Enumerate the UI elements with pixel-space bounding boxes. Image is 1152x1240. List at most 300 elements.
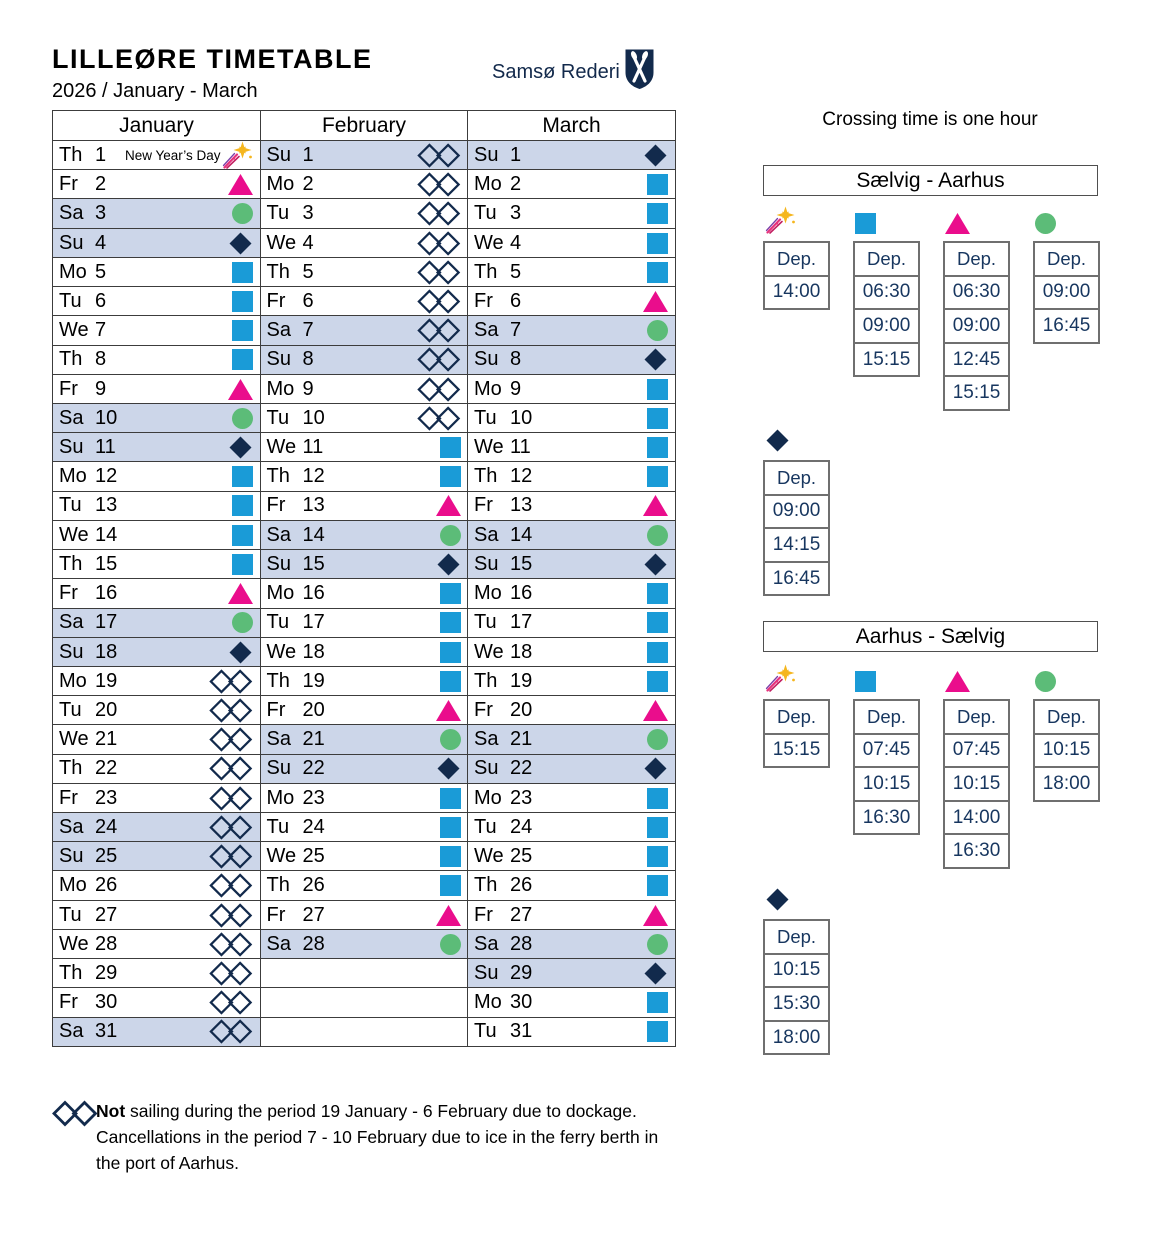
day-of-week: Th [59,961,83,984]
day-of-week: Su [474,348,499,371]
calendar-cell [467,549,676,580]
calendar-cell [260,549,469,580]
sailing-symbol [228,435,253,460]
day-number: 30 [95,991,118,1014]
group-icon [943,665,1010,692]
triangle-icon [643,495,668,516]
calendar-cell [52,637,261,668]
calendar-cell [52,169,261,200]
timetable-calendar [52,110,676,1047]
departure-header: Dep. [853,699,920,735]
direction-title: Aarhus - Sælvig [855,624,1006,648]
calendar-cell [260,374,469,405]
sailing-symbol [222,141,253,169]
departure-time: 16:30 [943,833,1010,869]
footnote-text [96,1098,677,1176]
footnote-bold: Not [96,1101,126,1121]
day-of-week: Fr [266,289,286,312]
day-of-week: Tu [474,815,497,838]
no-sailing-icon [417,376,461,403]
diamond-icon [436,756,461,781]
day-number: 17 [302,611,325,634]
day-of-week: We [266,640,297,663]
calendar-cell [52,257,261,288]
calendar-cell [52,1017,261,1048]
day-number: 9 [302,377,314,400]
no-sailing-icon [209,960,253,987]
day-of-week: Mo [266,173,295,196]
sailing-symbol [436,495,461,516]
calendar-cell [467,403,676,434]
departure-time: 18:00 [763,1020,830,1056]
day-number: 17 [95,611,118,634]
sailing-symbol [417,317,461,344]
day-number: 18 [510,640,533,663]
calendar-cell [52,491,261,522]
sailing-symbol [643,143,668,168]
logo-text: Samsø Rederi [492,60,620,83]
no-sailing-icon [209,755,253,782]
day-number: 13 [510,494,533,517]
day-of-week: Tu [59,494,82,517]
departure-groups-aarhus-saelvig [763,665,1100,869]
calendar-cell [260,608,469,639]
sailing-symbol [647,817,668,838]
day-number: 1 [302,143,314,166]
square-icon [647,875,668,896]
calendar-cell [260,432,469,463]
square-icon [647,379,668,400]
day-number: 12 [302,465,325,488]
sailing-symbol [417,171,461,198]
calendar-cell [52,549,261,580]
day-of-week: Sa [59,202,84,225]
month-column-february [260,110,469,1047]
day-number: 28 [510,932,533,955]
calendar-cell [260,461,469,492]
sailing-symbol [436,756,461,781]
day-of-week: Tu [266,406,290,429]
day-of-week: Mo [474,991,502,1014]
calendar-cell [52,198,261,229]
sailing-symbol [232,525,253,546]
sailing-symbol [440,671,461,692]
calendar-cell [52,520,261,551]
circle-icon [1035,671,1056,692]
square-icon [232,554,253,575]
sailing-symbol [209,755,253,782]
sailing-symbol [232,612,253,633]
sailing-symbol [647,729,668,750]
departure-time: 14:00 [763,275,830,311]
sailing-symbol [209,785,253,812]
square-icon [647,583,668,604]
departure-time: 16:45 [1033,308,1100,344]
sailing-symbol [209,872,253,899]
no-sailing-icon [417,288,461,315]
departure-header: Dep. [763,241,830,277]
departure-group-circle [1033,207,1100,411]
day-of-week: Tu [474,202,497,225]
direction-title: Sælvig - Aarhus [856,168,1005,192]
square-icon [647,408,668,429]
day-number: 5 [302,260,314,283]
sailing-symbol [647,320,668,341]
day-number: 28 [302,932,325,955]
day-number: 11 [510,436,531,459]
day-number: 24 [510,815,533,838]
day-of-week: Mo [474,377,502,400]
no-sailing-icon [209,902,253,929]
day-of-week: Su [266,143,291,166]
day-of-week: Th [266,465,290,488]
sailing-symbol [228,583,253,604]
day-number: 25 [302,845,325,868]
departure-header: Dep. [853,241,920,277]
day-number: 20 [95,699,118,722]
diamond-icon [765,428,790,453]
day-number: 13 [302,494,325,517]
group-icon [763,207,830,234]
square-icon [232,291,253,312]
triangle-icon [436,495,461,516]
calendar-cell [52,608,261,639]
day-of-week: Fr [474,494,493,517]
departure-time: 10:15 [1033,733,1100,769]
day-number: 5 [510,260,522,283]
sailing-symbol [647,466,668,487]
no-sailing-icon [209,814,253,841]
diamond-icon [228,435,253,460]
no-sailing-icon [209,697,253,724]
sailing-symbol [647,934,668,955]
calendar-cell [467,724,676,755]
sailing-symbol [417,142,461,169]
day-number: 8 [302,348,314,371]
day-number: 7 [510,319,522,342]
sailing-symbol [643,347,668,372]
day-of-week: Tu [266,202,290,225]
square-icon [232,495,253,516]
square-icon [647,233,668,254]
sailing-symbol [209,668,253,695]
day-number: 4 [302,231,314,254]
sailing-symbol [647,642,668,663]
square-icon [647,203,668,224]
day-of-week: Sa [474,523,499,546]
calendar-cell [260,1017,469,1048]
sailing-symbol [440,583,461,604]
calendar-cell [52,461,261,492]
day-of-week: We [266,231,297,254]
square-icon [232,320,253,341]
departure-time: 14:15 [763,527,830,563]
calendar-cell [52,578,261,609]
day-of-week: Th [59,552,83,575]
circle-icon [232,612,253,633]
calendar-cell [467,637,676,668]
departure-time: 06:30 [943,275,1010,311]
sailing-symbol [228,379,253,400]
sailing-symbol [232,349,253,370]
calendar-cell [260,695,469,726]
no-sailing-icon [417,171,461,198]
calendar-cell [260,198,469,229]
departure-group-diamond-saelvig-aarhus [763,426,830,596]
day-number: 31 [95,1020,118,1043]
sailing-symbol [440,875,461,896]
day-number: 21 [302,728,325,751]
day-of-week: Su [59,640,84,663]
day-number: 1 [95,143,107,166]
day-of-week: Su [474,552,499,575]
day-of-week: Sa [59,815,84,838]
day-number: 4 [95,231,107,254]
calendar-cell [260,257,469,288]
departure-time: 09:00 [763,494,830,530]
calendar-cell [260,286,469,317]
direction-header-saelvig-aarhus [763,165,1098,196]
square-icon [440,612,461,633]
square-icon [440,642,461,663]
no-sailing-icon [52,1100,98,1127]
sailing-symbol [209,726,253,753]
sailing-symbol [647,992,668,1013]
calendar-cell [52,432,261,463]
square-icon [647,671,668,692]
square-icon [440,875,461,896]
diamond-icon [643,756,668,781]
day-of-week: We [59,728,89,751]
day-number: 13 [95,494,118,517]
no-sailing-icon [209,668,253,695]
calendar-cell [467,783,676,814]
day-number: 14 [510,523,533,546]
circle-icon [647,729,668,750]
day-of-week: Sa [59,1020,84,1043]
calendar-cell [467,900,676,931]
day-number: 20 [302,699,325,722]
no-sailing-icon [209,989,253,1016]
square-icon [232,525,253,546]
day-number: 5 [95,260,107,283]
no-sailing-icon [417,405,461,432]
triangle-icon [945,671,970,692]
square-icon [440,583,461,604]
calendar-cell [467,608,676,639]
calendar-cell [467,140,676,171]
day-number: 23 [510,786,533,809]
sailing-symbol [647,408,668,429]
sailing-symbol [647,233,668,254]
calendar-cell [467,958,676,989]
day-of-week: We [474,845,504,868]
calendar-cell [52,958,261,989]
calendar-cell [467,345,676,376]
day-of-week: Mo [59,669,87,692]
sailing-symbol [643,700,668,721]
day-number: 30 [510,991,533,1014]
page-title: LILLEØRE TIMETABLE [52,44,373,74]
calendar-cell [52,929,261,960]
day-of-week: Fr [266,903,286,926]
day-of-week: Mo [266,786,295,809]
day-of-week: Fr [474,289,493,312]
sailing-symbol [643,495,668,516]
day-of-week: Sa [266,319,291,342]
sailing-symbol [440,729,461,750]
departure-header: Dep. [943,699,1010,735]
day-number: 28 [95,932,118,955]
calendar-cell [52,666,261,697]
departure-header: Dep. [763,919,830,955]
calendar-cell [467,169,676,200]
square-icon [647,642,668,663]
day-number: 22 [95,757,118,780]
day-number: 21 [95,728,118,751]
day-of-week: Fr [59,991,78,1014]
square-icon [440,466,461,487]
calendar-cell [467,754,676,785]
sailing-symbol [436,700,461,721]
circle-icon [440,525,461,546]
day-number: 23 [95,786,118,809]
day-of-week: Fr [59,173,78,196]
sailing-symbol [647,846,668,867]
square-icon [232,466,253,487]
no-sailing-icon [209,843,253,870]
departure-time: 15:15 [943,375,1010,411]
day-of-week: Th [59,143,83,166]
no-sailing-icon [417,142,461,169]
day-of-week: We [474,231,504,254]
day-of-week: Th [474,874,498,897]
day-number: 27 [510,903,533,926]
day-number: 20 [510,699,533,722]
calendar-cell [52,228,261,259]
sailing-symbol [209,960,253,987]
day-number: 3 [302,202,314,225]
departure-time: 12:45 [943,342,1010,378]
day-of-week: Su [59,845,84,868]
calendar-cell [467,198,676,229]
day-of-week: Su [266,348,291,371]
day-number: 26 [510,874,533,897]
calendar-cell [467,929,676,960]
day-of-week: Sa [266,523,291,546]
day-of-week: Sa [474,932,499,955]
day-number: 4 [510,231,522,254]
sailing-symbol [417,288,461,315]
month-column-march [467,110,676,1047]
day-of-week: Mo [266,377,295,400]
square-icon [232,262,253,283]
day-of-week: Sa [266,728,291,751]
calendar-cell [260,666,469,697]
month-column-january [52,110,261,1047]
day-of-week: Fr [266,494,286,517]
sailing-symbol [417,230,461,257]
triangle-icon [643,905,668,926]
day-of-week: Fr [474,699,493,722]
departure-header: Dep. [763,460,830,496]
calendar-cell [260,929,469,960]
no-sailing-icon [209,1018,253,1045]
day-of-week: Mo [474,582,502,605]
day-of-week: We [474,640,504,663]
square-icon [647,788,668,809]
day-of-week: Fr [59,582,78,605]
diamond-icon [643,552,668,577]
sailing-symbol [417,405,461,432]
sailing-symbol [440,846,461,867]
day-number: 16 [95,582,118,605]
departure-time: 09:00 [943,308,1010,344]
departure-header: Dep. [943,241,1010,277]
square-icon [647,846,668,867]
company-logo [492,48,655,96]
departure-group-firework [763,207,830,411]
day-of-week: We [59,319,89,342]
departure-group-square [853,665,920,869]
square-icon [855,671,876,692]
triangle-icon [643,700,668,721]
day-number: 10 [302,406,325,429]
square-icon [855,213,876,234]
calendar-cell [260,870,469,901]
sailing-symbol [209,931,253,958]
departure-time: 14:00 [943,800,1010,836]
departure-time: 07:45 [943,733,1010,769]
day-of-week: Sa [59,406,84,429]
sailing-symbol [228,640,253,665]
day-number: 19 [95,669,118,692]
sailing-symbol [209,902,253,929]
departure-time: 10:15 [853,766,920,802]
calendar-cell [467,812,676,843]
circle-icon [647,525,668,546]
no-sailing-icon [209,931,253,958]
diamond-icon [643,143,668,168]
day-of-week: Tu [59,289,82,312]
departure-group-triangle [943,665,1010,869]
sailing-symbol [440,788,461,809]
square-icon [647,466,668,487]
firework-icon [765,664,796,692]
day-of-week: Tu [474,1020,497,1043]
calendar-cell [467,695,676,726]
calendar-cell [52,286,261,317]
group-icon [853,665,920,692]
day-of-week: Tu [474,611,497,634]
day-number: 22 [510,757,533,780]
no-sailing-icon [417,317,461,344]
calendar-cell [260,520,469,551]
day-number: 24 [302,815,325,838]
day-of-week: Sa [266,932,291,955]
calendar-cell [260,958,469,989]
sailing-symbol [440,525,461,546]
departure-time: 06:30 [853,275,920,311]
departure-group-square [853,207,920,411]
calendar-cell [52,374,261,405]
page-subtitle: 2026 / January - March [52,80,258,102]
day-number: 24 [95,815,118,838]
group-icon [853,207,920,234]
triangle-icon [228,379,253,400]
group-icon [1033,665,1100,692]
circle-icon [232,203,253,224]
